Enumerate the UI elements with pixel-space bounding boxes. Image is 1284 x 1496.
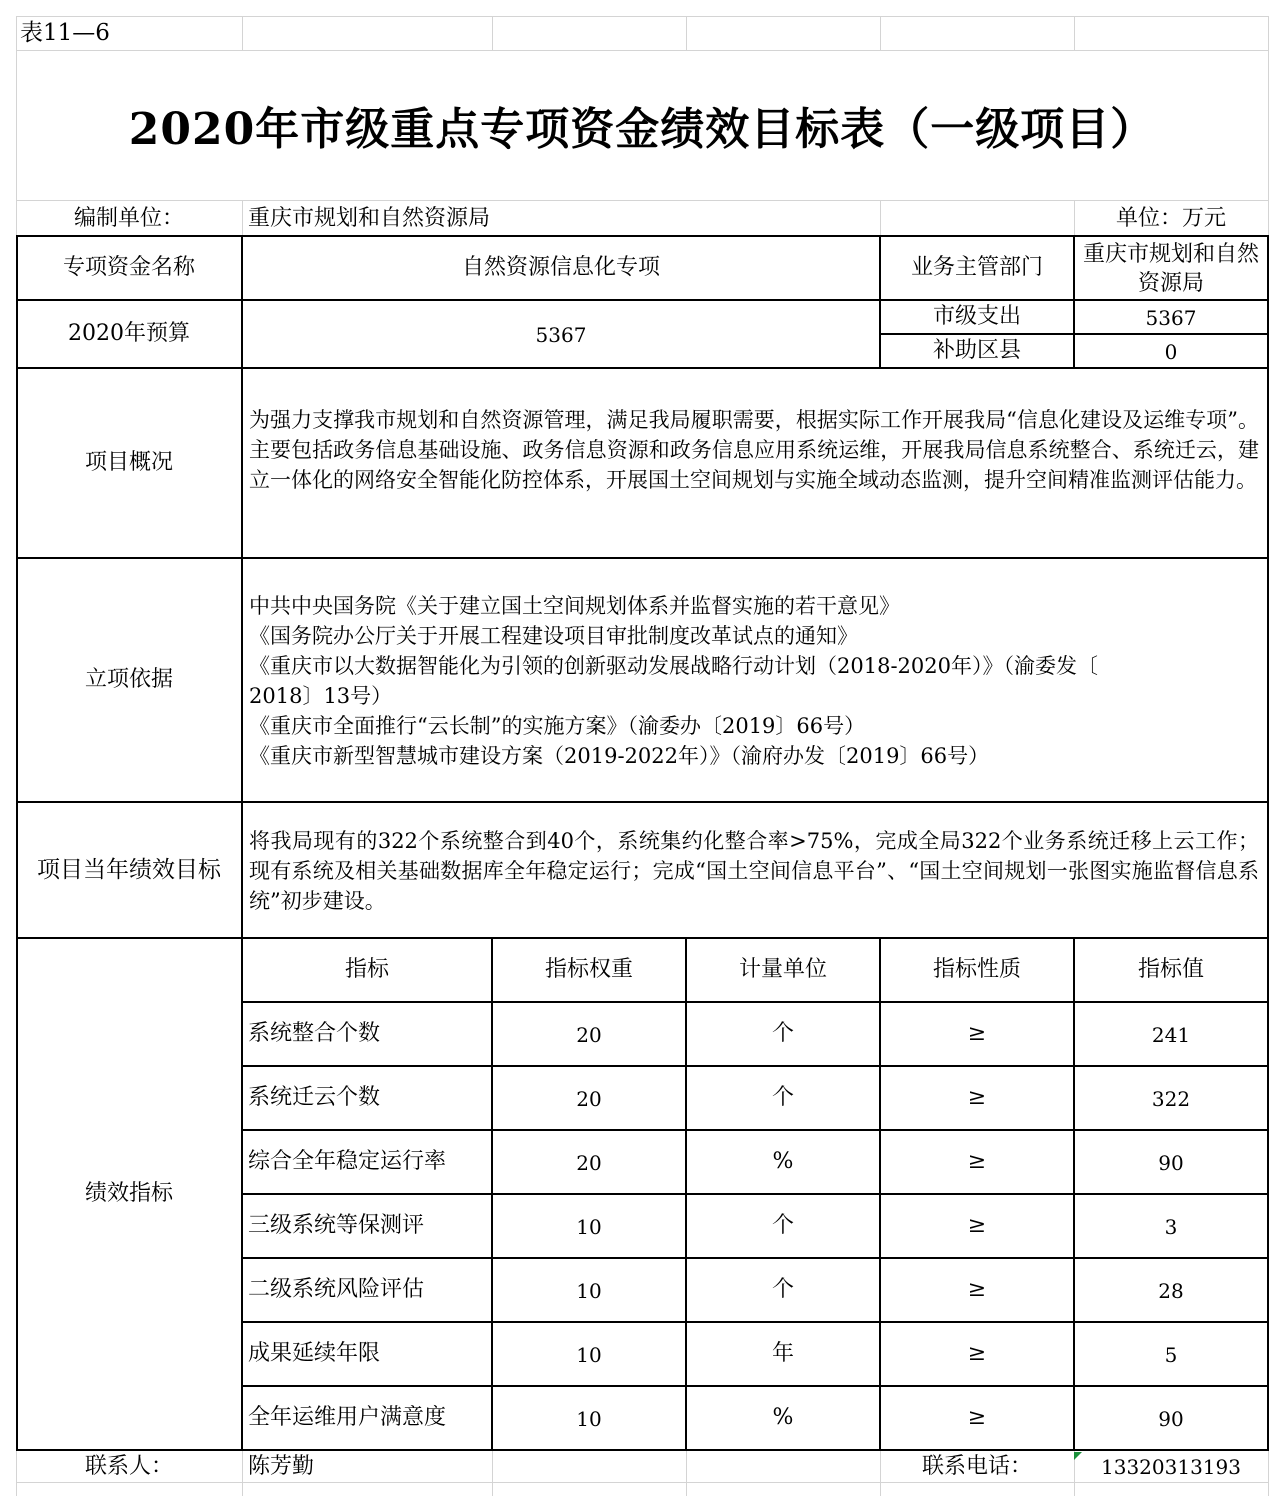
- fund-name-value: 自然资源信息化专项: [461, 255, 660, 281]
- indicator-unit: %: [772, 1405, 794, 1431]
- indicator-nature: ≥: [967, 1277, 987, 1303]
- indicator-name: 全年运维用户满意度: [248, 1405, 447, 1431]
- indicators-label: 绩效指标: [84, 1181, 173, 1207]
- district-subsidy-label: 补助区县: [932, 338, 1021, 364]
- indicator-name: 综合全年稳定运行率: [248, 1149, 447, 1175]
- basis-text: [243, 559, 1267, 802]
- goal-label: 项目当年绩效目标: [37, 856, 221, 883]
- indicator-unit: %: [772, 1149, 794, 1175]
- indicator-unit: 年: [771, 1341, 794, 1367]
- indicator-weight: 20: [576, 1022, 602, 1047]
- indicator-weight: 10: [576, 1214, 602, 1239]
- col-header-indicator: 指标: [344, 957, 389, 983]
- fund-name-label: 专项资金名称: [62, 255, 195, 281]
- dept-label: 业务主管部门: [910, 255, 1043, 281]
- indicator-nature: ≥: [967, 1341, 987, 1367]
- indicator-weight: 20: [576, 1086, 602, 1111]
- col-header-weight: 指标权重: [544, 957, 633, 983]
- city-spend-label: 市级支出: [932, 304, 1021, 330]
- overview-text: 为强力支撑我市规划和自然资源管理，满足我局履职需要，根据实际工作开展我局“信息化建设及运维专项”。主要包括政务信息基础设施、政务信息资源和政务信息应用系统运维，开展我局信息系统整合、系统迁云，建立一体化的网络安全智能化防控体系，开展国土空间规划与实施全域动态监测，提升空间精准监测评估能力。: [249, 407, 1259, 492]
- indicator-value: 241: [1151, 1022, 1191, 1047]
- basis-label: 立项依据: [84, 667, 173, 693]
- indicator-value: 28: [1158, 1278, 1184, 1303]
- table-number: 表11—6: [20, 20, 110, 47]
- dept-value: 重庆市规划和自然资源局: [1082, 241, 1259, 296]
- city-spend-value: 5367: [1145, 305, 1197, 330]
- indicator-weight: 10: [576, 1278, 602, 1303]
- gridline: [686, 1450, 687, 1496]
- indicator-unit: 个: [771, 1085, 794, 1111]
- indicator-unit: 个: [771, 1277, 794, 1303]
- indicator-nature: ≥: [967, 1213, 987, 1239]
- indicator-nature: ≥: [967, 1085, 987, 1111]
- page-title: 2020年市级重点专项资金绩效目标表（一级项目）: [128, 104, 1156, 155]
- indicator-weight: 10: [576, 1406, 602, 1431]
- indicator-unit: 个: [771, 1213, 794, 1239]
- indicator-weight: 20: [576, 1150, 602, 1175]
- indicator-value: 3: [1164, 1214, 1178, 1239]
- indicator-nature: ≥: [967, 1149, 987, 1175]
- basis-line: 《重庆市全面推行“云长制”的实施方案》（渝委办〔2019〕66号）: [249, 714, 866, 738]
- indicator-name: 系统整合个数: [248, 1021, 381, 1047]
- indicator-name: 成果延续年限: [248, 1341, 381, 1367]
- indicator-value: 90: [1158, 1150, 1184, 1175]
- indicator-nature: ≥: [967, 1405, 987, 1431]
- indicator-unit: 个: [771, 1021, 794, 1047]
- indicator-value: 90: [1158, 1406, 1184, 1431]
- indicator-weight: 10: [576, 1342, 602, 1367]
- phone-label: 联系电话：: [921, 1453, 1032, 1479]
- gridline: [492, 16, 493, 50]
- gridline: [1074, 16, 1075, 50]
- compiler-label: 编制单位：: [73, 205, 184, 231]
- basis-line: 2018〕13号）: [249, 684, 393, 708]
- indicator-name: 三级系统等保测评: [248, 1213, 425, 1239]
- district-subsidy-value: 0: [1164, 339, 1178, 364]
- gridline: [880, 16, 881, 50]
- indicator-name: 系统迁云个数: [248, 1085, 381, 1111]
- basis-line: 《重庆市新型智慧城市建设方案（2019-2022年）》（渝府办发〔2019〕66号）: [249, 744, 990, 768]
- contact-label: 联系人：: [84, 1453, 173, 1479]
- overview-label: 项目概况: [84, 450, 173, 476]
- indicator-value: 5: [1164, 1342, 1178, 1367]
- phone-value: 13320313193: [1101, 1455, 1241, 1479]
- goal-text: 将我局现有的322个系统整合到40个，系统集约化整合率>75%，完成全局322个业务系统迁移上云工作；现有系统及相关基础数据库全年稳定运行；完成“国土空间信息平台”、“国土空间规划一张图实施监督信息系统”初步建设。: [249, 828, 1259, 913]
- basis-line: 《国务院办公厅关于开展工程建设项目审批制度改革试点的通知》: [249, 624, 858, 648]
- contact-value: 陈芳勤: [248, 1453, 315, 1479]
- col-header-nature: 指标性质: [932, 957, 1021, 983]
- gridline: [242, 16, 243, 50]
- indicator-nature: ≥: [967, 1021, 987, 1047]
- budget-value: 5367: [535, 322, 587, 347]
- comment-indicator-icon[interactable]: [1074, 1452, 1082, 1460]
- unit-label: 单位：万元: [1115, 205, 1226, 231]
- col-header-unit: 计量单位: [738, 957, 827, 983]
- compiler-value: 重庆市规划和自然资源局: [248, 205, 491, 231]
- basis-line: 《重庆市以大数据智能化为引领的创新驱动发展战略行动计划（2018-2020年）》（渝委发〔: [249, 654, 1098, 678]
- gridline: [686, 16, 687, 50]
- indicator-value: 322: [1151, 1086, 1191, 1111]
- indicator-name: 二级系统风险评估: [248, 1277, 425, 1303]
- gridline: [880, 200, 881, 236]
- budget-label: 2020年预算: [68, 321, 190, 347]
- gridline: [492, 1450, 493, 1496]
- basis-line: 中共中央国务院《关于建立国土空间规划体系并监督实施的若干意见》: [249, 594, 900, 618]
- col-header-value: 指标值: [1137, 957, 1204, 983]
